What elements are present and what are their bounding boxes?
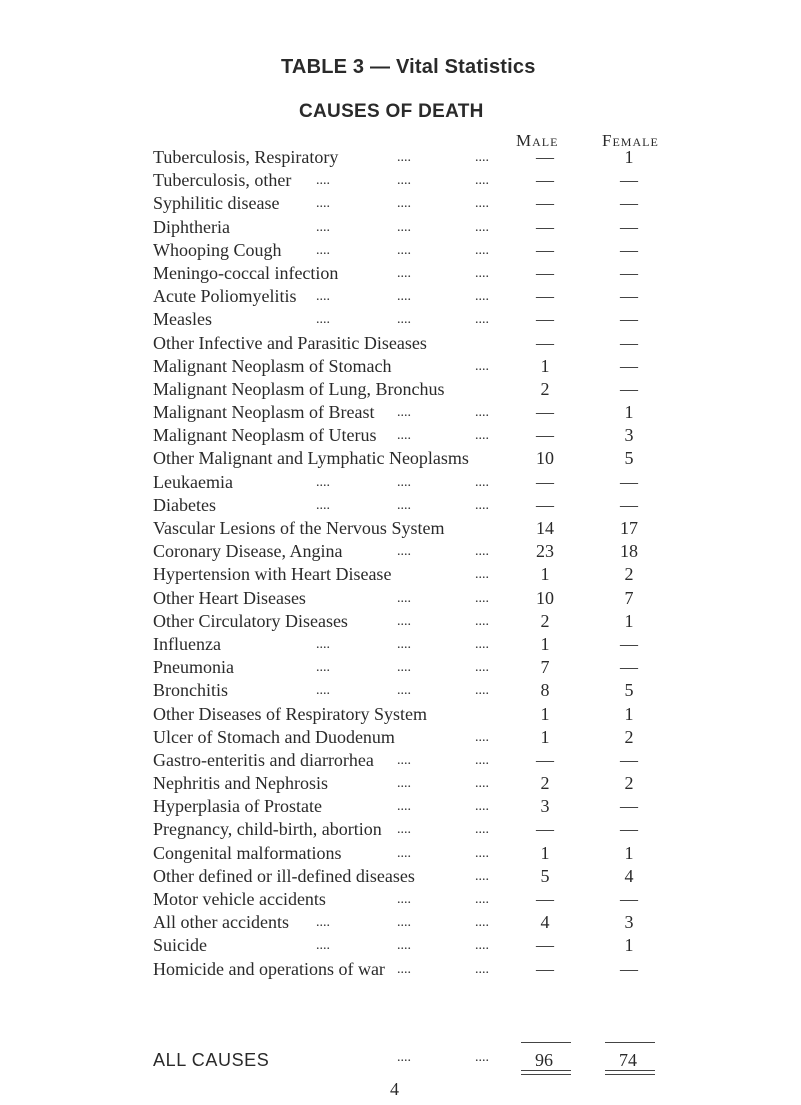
female-value: 3 [624, 912, 634, 933]
table-row [0, 610, 801, 633]
female-subtotal-rule [605, 1042, 655, 1043]
male-value: — [536, 193, 554, 214]
table-row [0, 378, 801, 401]
leader-dots: .... [316, 242, 330, 258]
section-title: CAUSES OF DEATH [299, 101, 484, 122]
cause-label: Tuberculosis, Respiratory [153, 147, 339, 167]
female-value: 7 [624, 587, 634, 608]
male-value: — [536, 819, 554, 840]
cause-label: Gastro-enteritis and diarrorhea [153, 749, 374, 770]
table-row [0, 587, 801, 610]
male-value: — [536, 935, 554, 956]
leader-dots: .... [397, 752, 411, 768]
male-value: — [536, 402, 554, 423]
table-row [0, 239, 801, 262]
cause-label: Bronchitis [153, 680, 228, 701]
table-row [0, 958, 801, 981]
table-row [0, 703, 801, 726]
female-value: — [620, 309, 638, 330]
cause-label: Leukaemia [153, 471, 233, 492]
female-value: — [620, 633, 638, 654]
table-row [0, 401, 801, 424]
leader-dots: .... [475, 683, 489, 699]
male-value: — [536, 332, 554, 353]
female-value: — [620, 958, 638, 979]
leader-dots: .... [475, 265, 489, 281]
male-value: 14 [536, 518, 554, 538]
female-value: — [620, 494, 638, 515]
female-value: 5 [624, 448, 634, 469]
leader-dots: .... [397, 915, 411, 931]
leader-dots: .... [316, 497, 330, 513]
leader-dots: .... [475, 497, 489, 513]
table-row [0, 285, 801, 308]
table-row [0, 749, 801, 772]
page-number: 4 [390, 1079, 399, 1099]
cause-label: Syphilitic disease [153, 193, 280, 214]
leader-dots: .... [397, 961, 411, 977]
table-row [0, 447, 801, 470]
cause-label: Tuberculosis, other [153, 170, 292, 191]
leader-dots: .... [397, 219, 411, 235]
male-value: — [536, 216, 554, 237]
table-row [0, 424, 801, 447]
table-row [0, 656, 801, 679]
table-row [0, 795, 801, 818]
leader-dots: .... [475, 173, 489, 189]
leader-dots: .... [475, 567, 489, 583]
table-row [0, 146, 801, 169]
leader-dots: .... [475, 358, 489, 374]
leader-dots: .... [475, 961, 489, 977]
leader-dots: .... [316, 915, 330, 931]
leader-dots: .... [397, 845, 411, 861]
female-value: 18 [620, 541, 638, 562]
female-value: 2 [624, 773, 634, 794]
leader-dots: .... [475, 405, 489, 421]
leader-dots: .... [475, 868, 489, 884]
male-value: — [536, 471, 554, 492]
leader-dots: .... [475, 1050, 489, 1065]
female-value: — [620, 819, 638, 840]
table-row [0, 262, 801, 285]
cause-label: Other Diseases of Respiratory System [153, 703, 427, 724]
leader-dots: .... [475, 752, 489, 768]
leader-dots: .... [475, 915, 489, 931]
leader-dots: .... [475, 544, 489, 560]
female-value: 2 [624, 564, 634, 585]
male-column-header: Male [516, 131, 559, 150]
cause-label: Hyperplasia of Prostate [153, 796, 322, 817]
male-value: 2 [540, 378, 550, 399]
female-value: 1 [624, 935, 634, 956]
leader-dots: .... [475, 590, 489, 606]
total-label: ALL CAUSES [153, 1050, 270, 1070]
cause-label: Congenital malformations [153, 842, 342, 863]
table-row [0, 865, 801, 888]
leader-dots: .... [475, 312, 489, 328]
total-female-value: 74 [619, 1050, 637, 1070]
leader-dots: .... [397, 173, 411, 189]
leader-dots: .... [397, 544, 411, 560]
leader-dots: .... [475, 150, 489, 165]
cause-label: Hypertension with Heart Disease [153, 564, 392, 585]
table-row [0, 818, 801, 841]
leader-dots: .... [475, 845, 489, 861]
female-value: 1 [624, 147, 634, 167]
cause-label: Other defined or ill-defined diseases [153, 865, 415, 886]
male-value: — [536, 425, 554, 446]
male-value: 1 [540, 355, 550, 376]
leader-dots: .... [397, 289, 411, 305]
male-value: — [536, 494, 554, 515]
female-value: — [620, 796, 638, 817]
table-row [0, 911, 801, 934]
leader-dots: .... [475, 938, 489, 954]
leader-dots: .... [397, 799, 411, 815]
leader-dots: .... [475, 474, 489, 490]
female-value: 4 [624, 865, 634, 886]
cause-label: Ulcer of Stomach and Duodenum [153, 726, 395, 747]
leader-dots: .... [316, 219, 330, 235]
female-value: — [620, 262, 638, 283]
female-value: — [620, 332, 638, 353]
leader-dots: .... [397, 613, 411, 629]
male-value: — [536, 262, 554, 283]
cause-label: Malignant Neoplasm of Lung, Bronchus [153, 378, 445, 399]
cause-label: All other accidents [153, 912, 289, 933]
female-value: 2 [624, 726, 634, 747]
female-value: 1 [624, 610, 634, 631]
cause-label: Motor vehicle accidents [153, 889, 326, 909]
cause-label: Suicide [153, 935, 207, 956]
female-value: — [620, 170, 638, 191]
leader-dots: .... [397, 196, 411, 212]
table-row [0, 540, 801, 563]
female-value: — [620, 216, 638, 237]
leader-dots: .... [475, 729, 489, 745]
male-value: 7 [540, 657, 550, 678]
female-value: — [620, 286, 638, 307]
table-row [0, 772, 801, 795]
leader-dots: .... [475, 822, 489, 838]
leader-dots: .... [316, 173, 330, 189]
leader-dots: .... [397, 590, 411, 606]
male-value: — [536, 286, 554, 307]
table-row [0, 192, 801, 215]
leader-dots: .... [316, 636, 330, 652]
leader-dots: .... [397, 776, 411, 792]
female-value: — [620, 239, 638, 260]
leader-dots: .... [397, 242, 411, 258]
female-value: — [620, 193, 638, 214]
leader-dots: .... [475, 660, 489, 676]
table-row [0, 679, 801, 702]
male-total-double-rule [521, 1070, 571, 1075]
table-row [0, 726, 801, 749]
table-row [0, 517, 801, 540]
leader-dots: .... [475, 219, 489, 235]
male-value: 10 [536, 448, 554, 469]
male-value: — [536, 170, 554, 191]
cause-label: Other Circulatory Diseases [153, 610, 348, 631]
cause-label: Malignant Neoplasm of Stomach [153, 355, 392, 376]
leader-dots: .... [397, 892, 411, 907]
table-row [0, 308, 801, 331]
cause-label: Acute Poliomyelitis [153, 286, 297, 307]
female-value: 3 [624, 425, 634, 446]
leader-dots: .... [316, 474, 330, 490]
male-value: 1 [540, 633, 550, 654]
female-value: 1 [624, 842, 634, 863]
cause-label: Pregnancy, child-birth, abortion [153, 819, 382, 840]
leader-dots: .... [475, 428, 489, 444]
leader-dots: .... [397, 405, 411, 421]
leader-dots: .... [475, 289, 489, 305]
table-row [0, 888, 801, 911]
female-value: — [620, 471, 638, 492]
male-value: — [536, 749, 554, 770]
male-value: — [536, 309, 554, 330]
cause-label: Malignant Neoplasm of Breast [153, 402, 375, 423]
table-row [0, 842, 801, 865]
table-row [0, 332, 801, 355]
table-row [0, 169, 801, 192]
male-value: 8 [540, 680, 550, 701]
leader-dots: .... [475, 892, 489, 907]
male-value: 1 [540, 726, 550, 747]
cause-label: Nephritis and Nephrosis [153, 773, 328, 794]
cause-label: Malignant Neoplasm of Uterus [153, 425, 377, 446]
female-value: 1 [624, 703, 634, 724]
leader-dots: .... [316, 289, 330, 305]
leader-dots: .... [397, 822, 411, 838]
leader-dots: .... [397, 312, 411, 328]
cause-label: Other Heart Diseases [153, 587, 306, 608]
leader-dots: .... [397, 474, 411, 490]
cause-label: Diphtheria [153, 216, 230, 237]
male-value: 10 [536, 587, 554, 608]
male-value: 1 [540, 703, 550, 724]
male-value: 1 [540, 564, 550, 585]
cause-label: Influenza [153, 633, 221, 654]
leader-dots: .... [397, 265, 411, 281]
male-value: 1 [540, 842, 550, 863]
table-row [0, 216, 801, 239]
cause-label: Pneumonia [153, 657, 234, 678]
female-value: — [620, 657, 638, 678]
leader-dots: .... [397, 660, 411, 676]
female-column-header: Female [602, 131, 659, 150]
leader-dots: .... [397, 938, 411, 954]
male-value: 2 [540, 773, 550, 794]
male-value: 4 [540, 912, 550, 933]
table-row [0, 355, 801, 378]
total-row [0, 1050, 801, 1076]
cause-label: Diabetes [153, 494, 216, 515]
leader-dots: .... [316, 196, 330, 212]
cause-label: Vascular Lesions of the Nervous System [153, 518, 445, 538]
male-value: 5 [540, 865, 550, 886]
leader-dots: .... [397, 636, 411, 652]
cause-label: Other Malignant and Lymphatic Neoplasms [153, 448, 469, 469]
leader-dots: .... [397, 428, 411, 444]
cause-label: Coronary Disease, Angina [153, 541, 343, 562]
table-row [0, 494, 801, 517]
female-total-double-rule [605, 1070, 655, 1075]
leader-dots: .... [475, 196, 489, 212]
leader-dots: .... [397, 497, 411, 513]
table-row [0, 934, 801, 957]
table-title-text: TABLE 3 — Vital Statistics [281, 56, 536, 78]
causes-table [0, 146, 801, 981]
female-value: — [620, 378, 638, 399]
table-row [0, 563, 801, 586]
leader-dots: .... [316, 938, 330, 954]
cause-label: Whooping Cough [153, 239, 282, 260]
cause-label: Meningo-coccal infection [153, 262, 339, 283]
leader-dots: .... [316, 683, 330, 699]
female-value: — [620, 355, 638, 376]
cause-label: Homicide and operations of war [153, 958, 385, 979]
table-row [0, 633, 801, 656]
leader-dots: .... [475, 776, 489, 792]
leader-dots: .... [316, 660, 330, 676]
table-row [0, 471, 801, 494]
male-value: 23 [536, 541, 554, 562]
female-value: 5 [624, 680, 634, 701]
leader-dots: .... [316, 312, 330, 328]
female-value: 17 [620, 518, 638, 538]
male-value: — [536, 889, 554, 909]
cause-label: Measles [153, 309, 212, 330]
leader-dots: .... [475, 613, 489, 629]
male-value: — [536, 147, 554, 167]
female-value: — [620, 889, 638, 909]
male-value: — [536, 239, 554, 260]
male-value: — [536, 958, 554, 979]
male-subtotal-rule [521, 1042, 571, 1043]
cause-label: Other Infective and Parasitic Diseases [153, 332, 427, 353]
leader-dots: .... [475, 636, 489, 652]
leader-dots: .... [475, 242, 489, 258]
leader-dots: .... [397, 150, 411, 165]
leader-dots: .... [475, 799, 489, 815]
leader-dots: .... [397, 683, 411, 699]
male-value: 2 [540, 610, 550, 631]
female-value: — [620, 749, 638, 770]
female-value: 1 [624, 402, 634, 423]
leader-dots: .... [397, 1050, 411, 1065]
male-value: 3 [540, 796, 550, 817]
total-male-value: 96 [535, 1050, 553, 1070]
